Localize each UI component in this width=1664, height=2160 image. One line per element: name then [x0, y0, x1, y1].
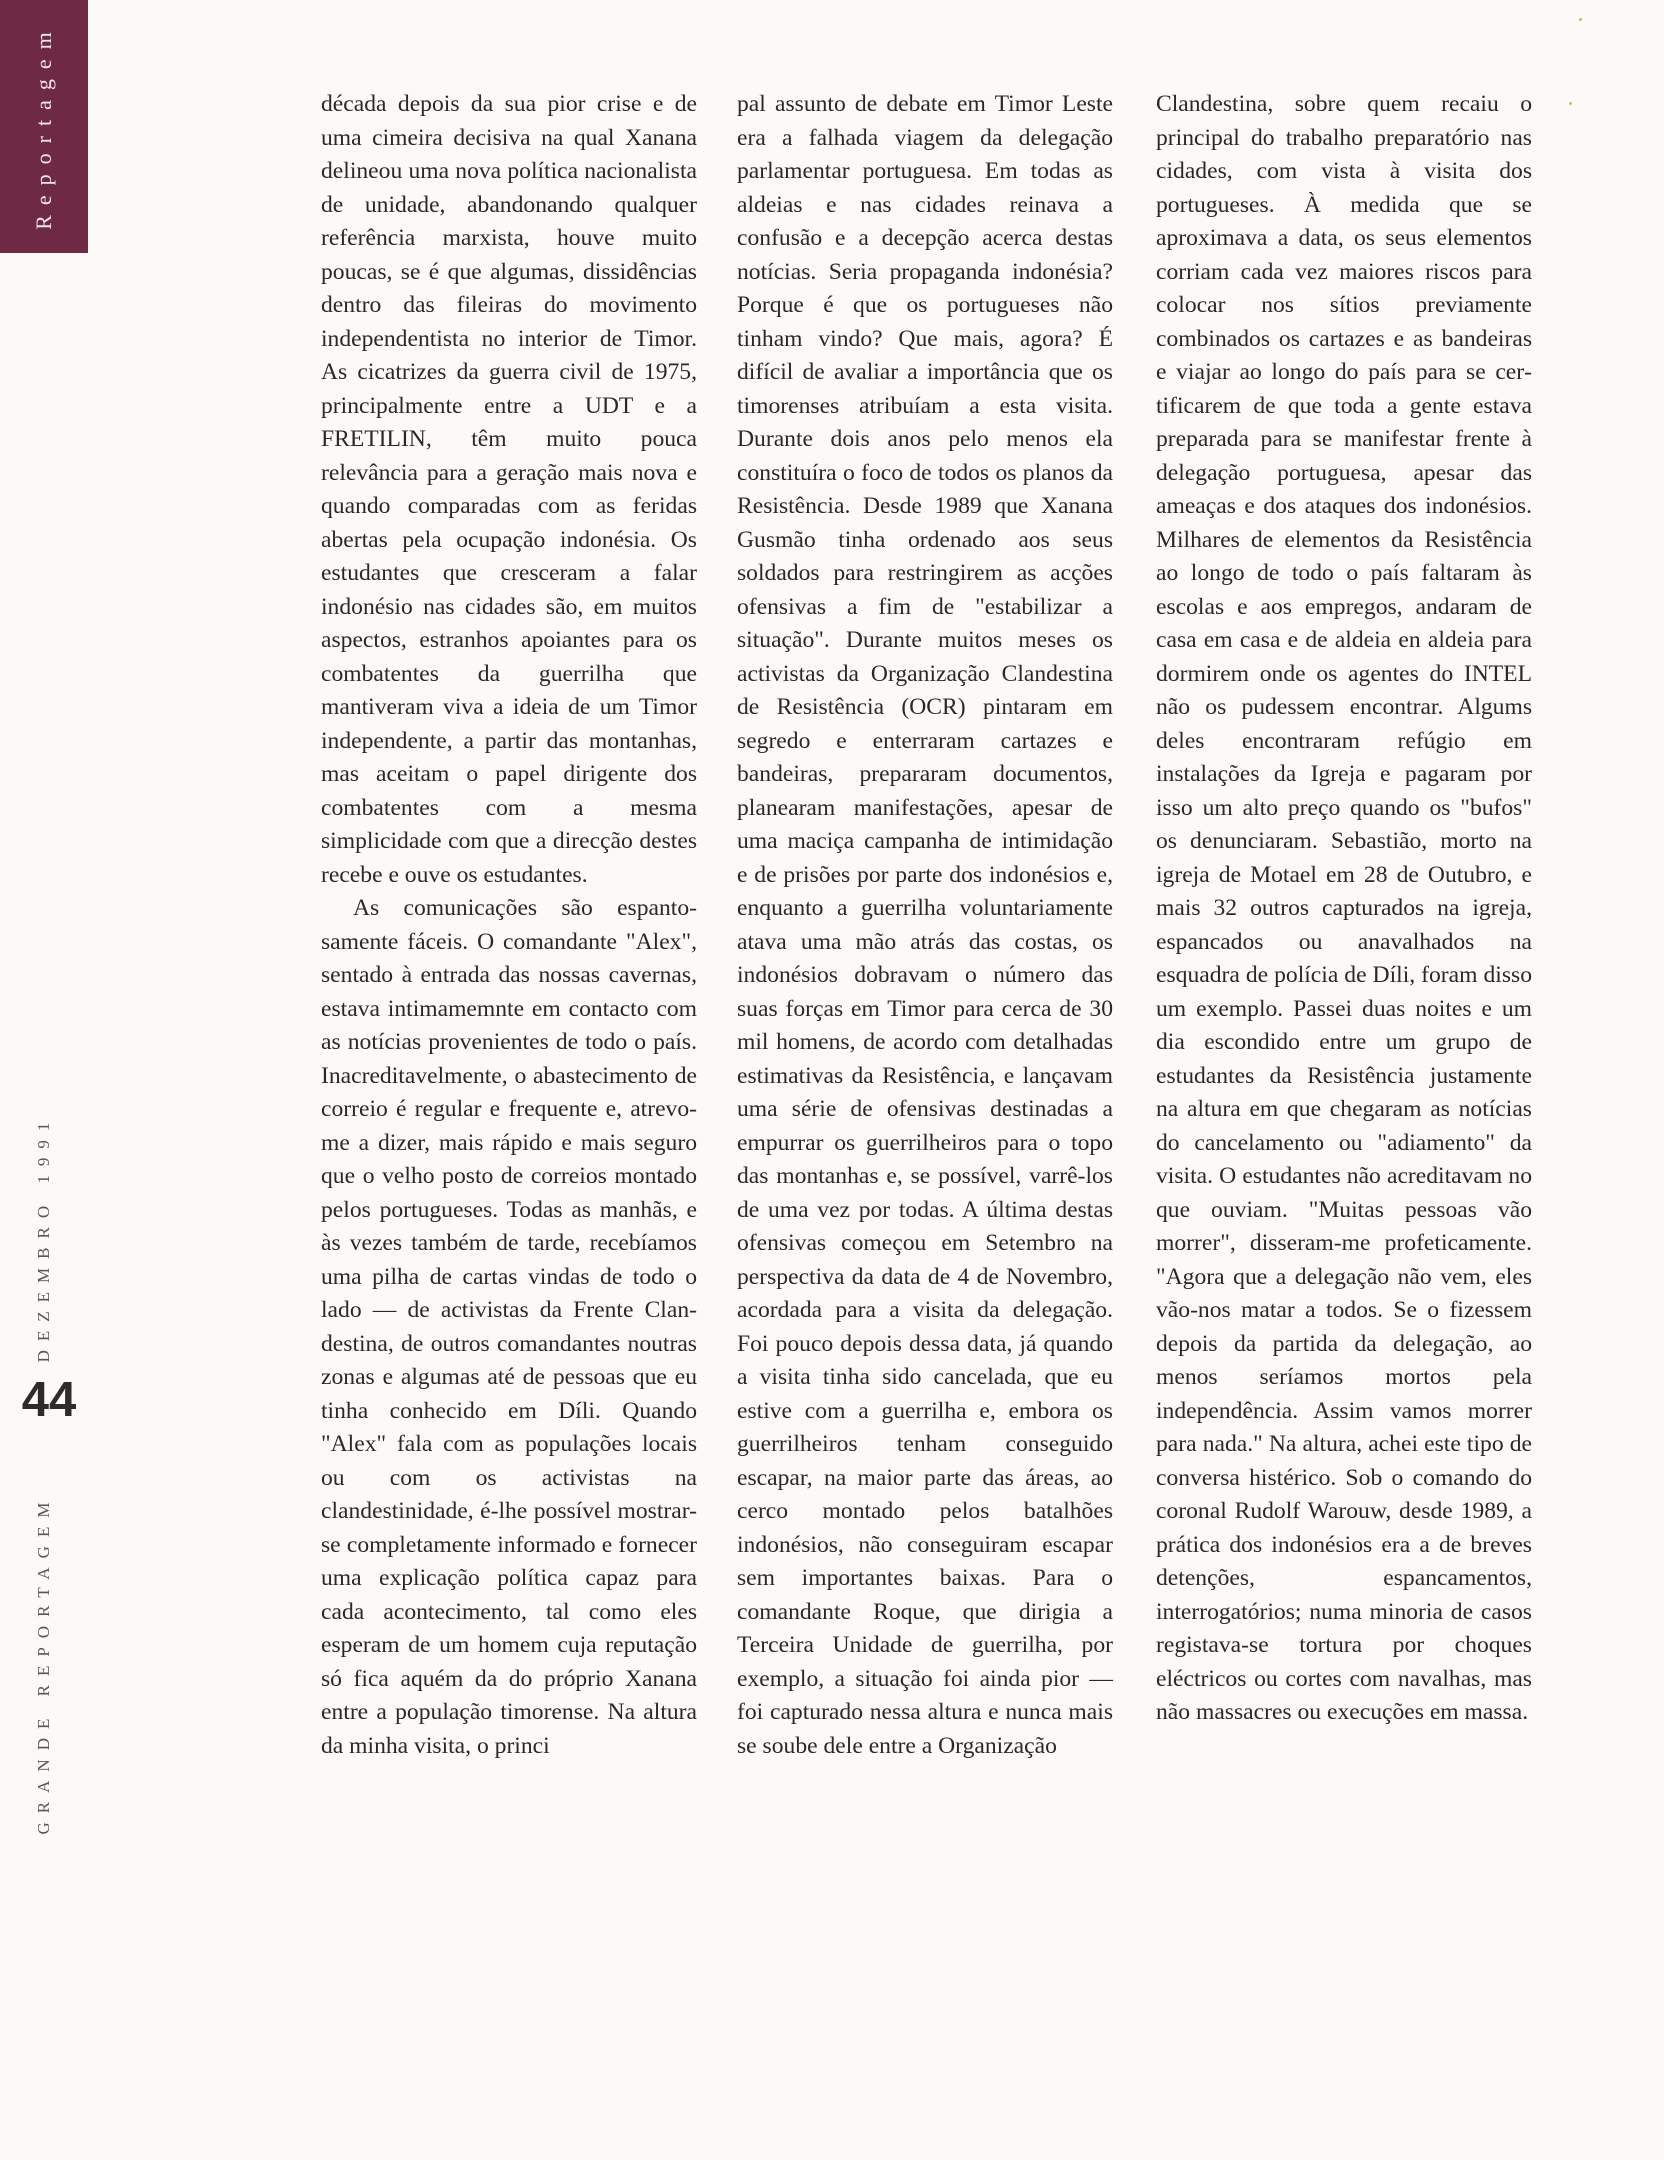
issue-date: DEZEMBRO 1991: [34, 1113, 53, 1363]
print-speck: [1569, 102, 1572, 105]
page-number: 44: [21, 1373, 77, 1427]
article-column-3: [1156, 88, 1532, 1730]
magazine-name: GRANDE REPORTAGEM: [34, 1493, 53, 1835]
article-column-1: [321, 88, 697, 1763]
paragraph: década depois da sua pior crise e de uma cimeira decisiva na qual Xanana delineou uma nova política nacionalista de unidade, abandonando qualquer referência marxista, houve muito poucas, se é que algumas, dissidências dentro das fileiras do movimento independentista no interior de Timor. As cicatrizes da guerra civil de 1975, principalmente entre a UDT e a FRETILIN, têm muito pouca relevância para a geração mais nova e quando comparadas com as feridas abertas pela ocupação indonésia. Os estudantes que cresceram a falar indonésio nas cidades são, em muitos aspectos, estranhos apoiantes para os combatentes da guerrilha que mantiveram viva a ideia de um Timor independente, a partir das montanhas, mas aceitam o papel dirigente dos combatentes com a mesma simplicidade com que a direcção destes recebe e ouve os estudantes.: [321, 91, 697, 888]
section-tab: [0, 0, 88, 253]
paragraph: Clandestina, sobre quem recaiu o principal do trabalho preparatório nas cidades, com vista à visita dos portugueses. À medida que se aproximava a data, os seus elementos corriam cada vez maiores riscos para colocar nos sítios previamente combinados os cartazes e as bandeiras e viajar ao longo do país para se certificarem de que toda a gente estava preparada para se manifestar frente à delegação portuguesa, apesar das ameaças e dos ataques dos indonésios. Milhares de elementos da Resistência ao longo de todo o país faltaram às escolas e aos empregos, andaram de casa em casa e de aldeia en aldeia para dormirem onde os agentes do INTEL não os pudessem encontrar. Algums deles encontraram refúgio em instalações da Igreja e pagaram por isso um alto preço quando os "bufos" os denunciaram. Sebastião, morto na igreja de Motael em 28 de Outubro, e mais 32 outros capturados na igreja, espancados ou anavalhados na esquadra de polícia de Díli, foram disso um exemplo. Passei duas noites e um dia escondido entre um grupo de estudantes da Resistência justamente na altura em que chegaram as notícias do cancelamento ou "adiamento" da visita. O estudantes não acreditavam no que ouviam. "Muitas pessoas vão morrer", disseram-me profeticamente. "Agora que a delegação não vem, eles vão-nos matar a todos. Se o fizessem depois da partida da delegação, ao menos seríamos mortos pela independência. Assim vamos morrer para nada." Na altura, achei este tipo de conversa histérico. Sob o comando do coronal Rudolf Warouw, desde 1989, a prática dos indonésios era a de breves detenções, espancamentos, interrogatórios; numa minoria de casos registava-se tortura por choques eléctricos ou cortes com navalhas, mas não massacres ou execuções em massa.: [1156, 91, 1532, 1725]
print-speck: [1579, 18, 1582, 21]
paragraph: pal assunto de debate em Timor Leste era a falhada viagem da delegação parlamentar portuguesa. Em todas as aldeias e nas cidades reinava a confusão e a decepção acerca destas notícias. Seria propaganda indonésia? Porque é que os portugueses não tinham vindo? Que mais, agora? É difícil de avaliar a importância que os timorenses atribuíam a esta visita. Durante dois anos pelo menos ela constituíra o foco de todos os planos da Resistência. Desde 1989 que Xanana Gusmão tinha ordenado aos seus soldados para restringirem as acções ofensivas a fim de "estabilizar a situação". Durante muitos meses os activistas da Organização Clandestina de Resistência (OCR) pintaram em segredo e enterraram cartazes e bandeiras, prepararam documentos, planearam manifestações, apesar de uma maciça campanha de intimidação e de prisões por parte dos indonésios e, enquanto a guerrilha voluntariamente atava uma mão atrás das costas, os indonésios dobravam o número das suas forças em Timor para cerca de 30 mil homens, de acordo com detalhadas estimativas da Resistência, e lançavam uma série de ofensivas destinadas a empurrar os guerrilheiros para o topo das montanhas e, se possível, varrê-los de uma vez por todas. A última destas ofensivas começou em Setembro na perspectiva da data de 4 de Novembro, acordada para a visita da delegação. Foi pouco depois dessa data, já quando a visita tinha sido cancelada, que eu estive com a guerrilha e, embora os guerrilheiros tenham conseguido escapar, na maior parte das áreas, ao cerco montado pelos batalhões indonésios, não conseguiram escapar sem importantes baixas. Para o comandante Roque, que dirigia a Terceira Unidade de guerrilha, por exemplo, a situação foi ainda pior — foi capturado nessa altura e nunca mais se soube dele entre a Organização: [737, 91, 1113, 1759]
section-label: Reportagem: [31, 22, 56, 230]
paragraph: As comunicações são espantosamente fáceis. O comandante "Alex", sentado à entrada das nossas cavernas, estava intimamemnte em contacto com as notícias provenientes de todo o país. Inacreditavelmente, o abastecimento de correio é regular e frequente e, atrevo-me a dizer, mais rápido e mais seguro que o velho posto de correios montado pelos portugueses. Todas as manhãs, e às vezes também de tarde, recebíamos uma pilha de cartas vindas de todo o lado — de activistas da Frente Clandestina, de outros comandantes noutras zonas e algumas até de pessoas que eu tinha conhecido em Díli. Quando "Alex" fala com as populações locais ou com os activistas na clandestinidade, é-lhe possível mostrar-se completamente informado e fornecer uma explicação política capaz para cada acontecimento, tal como eles esperam de um homem cuja reputação só fica aquém da do próprio Xanana entre a população timorense. Na altura da minha visita, o princi: [321, 895, 697, 1759]
article-column-2: [737, 88, 1113, 1763]
